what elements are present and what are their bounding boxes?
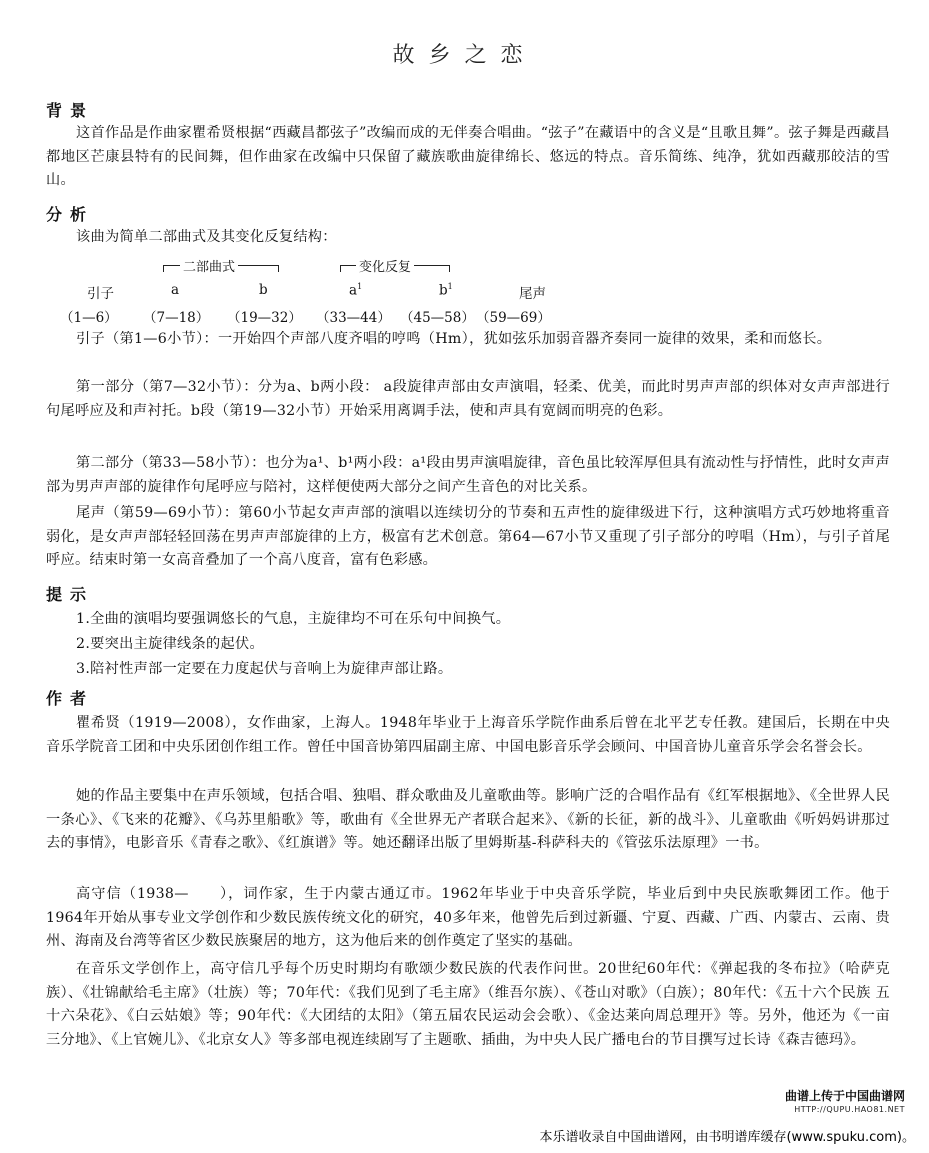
tip-item: 1.全曲的演唱均要强调悠长的气息，主旋律均不可在乐句中间换气。 xyxy=(76,611,511,627)
bracket-label-binary-form: 二部曲式 xyxy=(180,256,238,275)
part-b: b xyxy=(259,282,268,298)
range-b: （19—32） xyxy=(227,310,302,326)
site-watermark-logo xyxy=(785,1087,905,1114)
analysis-intro-paragraph: 引子（第1—6小节）：一开始四个声部八度齐唱的哼鸣（Hm），犹如弦乐加弱音器齐奏同一旋律的效果，柔和而悠长。 xyxy=(76,331,832,347)
part-a: a xyxy=(171,282,180,298)
section-heading-authors: 作者 xyxy=(46,689,95,708)
section-heading-tips: 提示 xyxy=(46,585,95,604)
part-b1: $b^1$ xyxy=(439,282,453,299)
range-intro: （1—6） xyxy=(60,310,118,326)
author-paragraph-3: 高守信（1938— ），词作家，生于内蒙古通辽市。1962年毕业于中央音乐学院，毕业后到中央民族歌舞团工作。他于1964年开始从事专业文学创作和少数民族传统文化的研究，40多年来，他曾先后到过新疆、宁夏、西藏、广西、内蒙古、云南、贵州、海南及台湾等省区少数民族聚居的地方，这为他后来的创作奠定了坚实的基础。 xyxy=(46,886,890,949)
bracket-label-varied-repeat: 变化反复 xyxy=(356,256,414,275)
watermark-line-2: HTTP://QUPU.HAO81.NET xyxy=(794,1105,905,1114)
background-paragraph: 这首作品是作曲家瞿希贤根据“西藏昌都弦子”改编而成的无伴奏合唱曲。“弦子”在藏语中的含义是“且歌且舞”。弦子舞是西藏昌都地区芒康县特有的民间舞，但作曲家在改编中只保留了藏族歌曲旋律绵长、悠远的特点。音乐简练、纯净，犹如西藏那皎洁的雪山。 xyxy=(46,125,890,188)
range-a1: （33—44） xyxy=(316,310,391,326)
part-a1: $a^1$ xyxy=(349,282,363,299)
author-paragraph-1: 瞿希贤（1919—2008），女作曲家，上海人。1948年毕业于上海音乐学院作曲系后曾在北平艺专任教。建国后，长期在中央音乐学院音工团和中央乐团创作组工作。曾任中国音协第四届副主席、中国电影音乐学会顾问、中国音协儿童音乐学会名誉会长。 xyxy=(46,715,890,755)
watermark-line-1: 曲谱上传于中国曲谱网 xyxy=(784,1089,905,1103)
author-paragraph-2: 她的作品主要集中在声乐领域，包括合唱、独唱、群众歌曲及儿童歌曲等。影响广泛的合唱作品有《红军根据地》、《全世界人民一条心》、《飞来的花瓣》、《乌苏里船歌》等，歌曲有《全世界无产者联合起来》、《新的长征，新的战斗》、儿童歌曲《听妈妈讲那过去的事情》，电影音乐《青春之歌》、《红旗谱》等。她还翻译出版了里姆斯基-科萨科夫的《管弦乐法原理》一书。 xyxy=(46,788,890,851)
part-intro: 引子 xyxy=(87,286,114,302)
range-b1: （45—58） xyxy=(400,310,475,326)
analysis-first-part-paragraph: 第一部分（第7—32小节）：分为a、b两小段： a段旋律声部由女声演唱，轻柔、优美，而此时男声声部的织体对女声声部进行句尾呼应及和声衬托。b段（第19—32小节）开始采用离调手法，使和声具有宽阔而明亮的色彩。 xyxy=(46,379,890,419)
page-title: 故乡之恋 xyxy=(392,43,537,68)
tip-item: 2.要突出主旋律线条的起伏。 xyxy=(76,636,264,652)
author-paragraph-4: 在音乐文学创作上，高守信几乎每个历史时期均有歌颂少数民族的代表作问世。20世纪60年代：《弹起我的冬布拉》（哈萨克族）、《壮锦献给毛主席》（壮族）等；70年代：《我们见到了毛主席》（维吾尔族）、《苍山对歌》（白族）；80年代：《五十六个民族 五十六朵花》、《白云姑娘》等；90年代：《大团结的太阳》（第五届农民运动会会歌）、《金达莱向周总理开》等。另外，他还为《一亩三分地》、《上官婉儿》、《北京女人》等多部电视连续剧写了主题歌、插曲，为中央人民广播电台的节目撰写过长诗《森吉德玛》。 xyxy=(46,961,890,1048)
range-a: （7—18） xyxy=(143,310,210,326)
section-heading-background: 背景 xyxy=(46,101,95,120)
tip-item: 3.陪衬性声部一定要在力度起伏与音响上为旋律声部让路。 xyxy=(76,661,453,677)
range-coda: （59—69） xyxy=(476,310,551,326)
part-coda: 尾声 xyxy=(519,286,546,302)
analysis-second-part-paragraph: 第二部分（第33—58小节）：也分为a¹、b¹两小段：a¹段由男声演唱旋律，音色虽比较浑厚但具有流动性与抒情性，此时女声声部为男声声部的旋律作句尾呼应与陪衬，这样便使两大部分之间产生音色的对比关系。 xyxy=(46,455,890,495)
section-heading-analysis: 分析 xyxy=(46,205,95,224)
source-note: 本乐谱收录自中国曲谱网，由书明谱库缓存(www.spuku.com)。 xyxy=(539,1130,915,1145)
analysis-intro: 该曲为简单二部曲式及其变化反复结构： xyxy=(76,229,337,245)
analysis-coda-paragraph: 尾声（第59—69小节）：第60小节起女声声部的演唱以连续切分的节奏和五声性的旋律级进下行，这种演唱方式巧妙地将重音弱化，是女声声部轻轻回荡在男声声部旋律的上方，极富有艺术创意。第64—67小节又重现了引子部分的哼唱（Hm），与引子首尾呼应。结束时第一女高音叠加了一个高八度音，富有色彩感。 xyxy=(46,505,890,568)
